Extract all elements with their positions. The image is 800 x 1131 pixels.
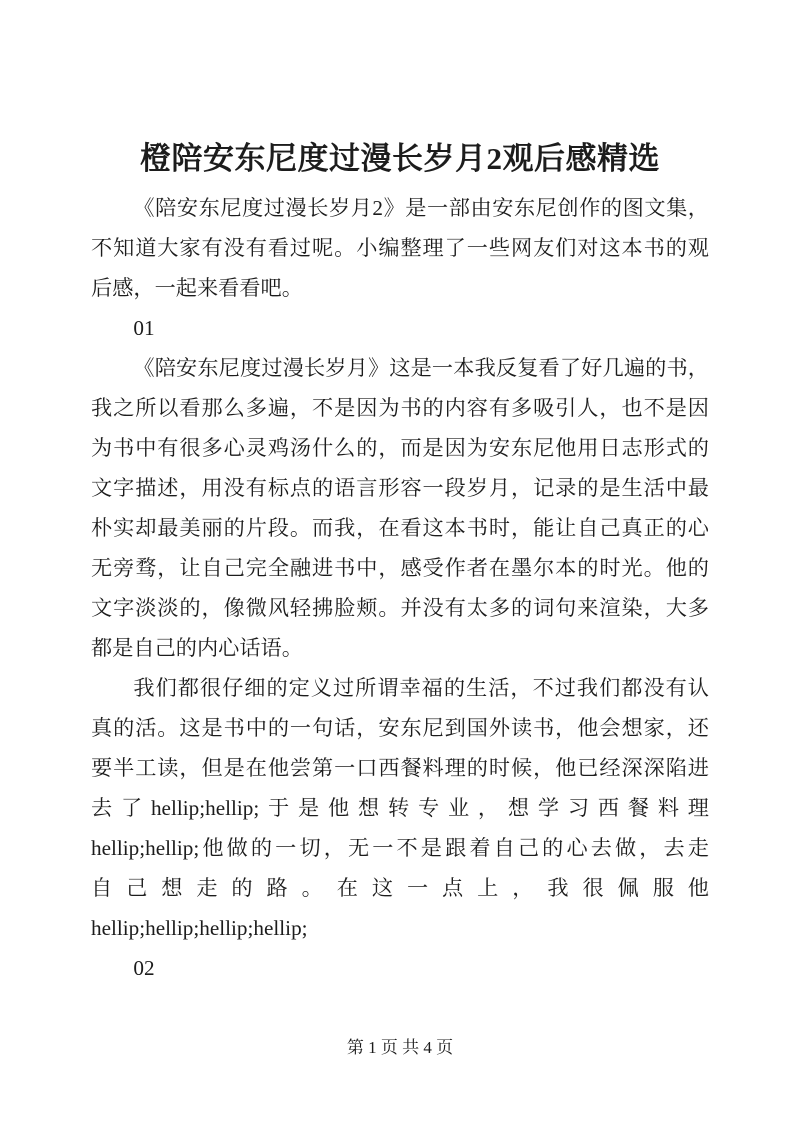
text-line: 我们都很仔细的定义过所谓幸福的生活，不过我们都没有认 <box>133 676 709 700</box>
text-line: 不知道大家有没有看过呢。小编整理了一些网友们对这本书的观 <box>91 236 709 260</box>
section-marker-02 <box>91 948 709 988</box>
text-line: 《陪安东尼度过漫长岁月2》是一部由安东尼创作的图文集， <box>133 196 709 220</box>
text-line: 文字描述，用没有标点的语言形容一段岁月，记录的是生活中最 <box>91 476 709 500</box>
paragraph-intro <box>91 188 709 308</box>
document-title: 橙陪安东尼度过漫长岁月2观后感精选 <box>140 141 660 176</box>
text-line: 自己想走的路。在这一点上，我很佩服他 <box>91 876 709 900</box>
text-line: 去了hellip;hellip;于是他想转专业，想学习西餐料理 <box>91 796 709 820</box>
text-line: hellip;hellip;hellip;hellip; <box>91 916 308 940</box>
text-line: 后感，一起来看看吧。 <box>91 276 303 300</box>
page-footer <box>0 1036 800 1060</box>
text-line: 都是自己的内心话语。 <box>91 636 303 660</box>
text-line: 文字淡淡的，像微风轻拂脸颊。并没有太多的词句来渲染，大多 <box>91 596 709 620</box>
text-line: 为书中有很多心灵鸡汤什么的，而是因为安东尼他用日志形式的 <box>91 436 709 460</box>
text-line: 朴实却最美丽的片段。而我，在看这本书时，能让自己真正的心 <box>91 516 709 540</box>
section-number: 01 <box>133 316 155 340</box>
text-line: hellip;hellip;他做的一切，无一不是跟着自己的心去做，去走 <box>91 836 709 860</box>
text-line: 《陪安东尼度过漫长岁月》这是一本我反复看了好几遍的书， <box>133 356 709 380</box>
text-line: 我之所以看那么多遍，不是因为书的内容有多吸引人，也不是因 <box>91 396 709 420</box>
text-line: 无旁骛，让自己完全融进书中，感受作者在墨尔本的时光。他的 <box>91 556 709 580</box>
text-line: 要半工读，但是在他尝第一口西餐料理的时候，他已经深深陷进 <box>91 756 709 780</box>
paragraph-review-2 <box>91 668 709 948</box>
page-number-label: 第 1 页 共 4 页 <box>346 1038 454 1057</box>
section-marker-01 <box>91 308 709 348</box>
section-number: 02 <box>133 956 155 980</box>
paragraph-review-1 <box>91 348 709 668</box>
text-line: 真的活。这是书中的一句话，安东尼到国外读书，他会想家，还 <box>91 716 709 740</box>
